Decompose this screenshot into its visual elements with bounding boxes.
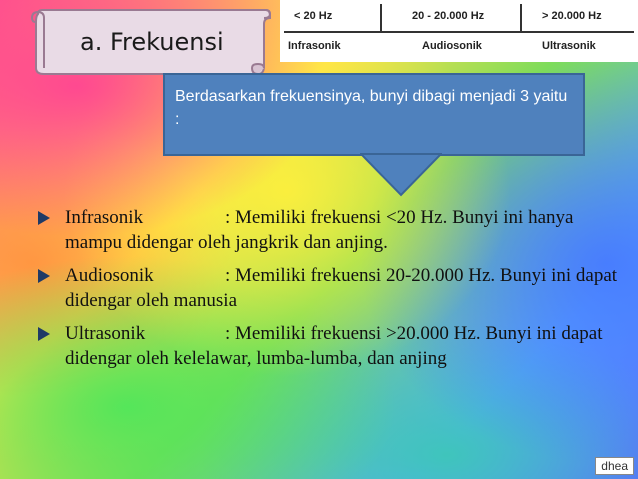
bullet-desc: : Memiliki frekuensi <20 Hz. Bunyi ini hanya mampu didengar oleh jangkrik dan anjing. bbox=[65, 207, 574, 253]
range-ultrasonik: > 20.000 Hz bbox=[542, 10, 602, 22]
page-title: a. Frekuensi bbox=[80, 28, 224, 56]
range-audiosonik: 20 - 20.000 Hz bbox=[412, 10, 485, 22]
title-banner bbox=[30, 8, 272, 78]
name-ultrasonik: Ultrasonik bbox=[542, 40, 596, 52]
callout-text: Berdasarkan frekuensinya, bunyi dibagi menjadi 3 yaitu : bbox=[175, 88, 568, 128]
list-item bbox=[38, 321, 618, 371]
triangle-bullet-icon bbox=[38, 327, 50, 341]
callout-box bbox=[163, 73, 585, 156]
triangle-bullet-icon bbox=[38, 269, 50, 283]
name-infrasonik: Infrasonik bbox=[288, 40, 341, 52]
bullet-list bbox=[38, 205, 618, 379]
list-item bbox=[38, 205, 618, 255]
table-divider bbox=[284, 31, 634, 33]
name-audiosonik: Audiosonik bbox=[422, 40, 482, 52]
bullet-term: Infrasonik bbox=[65, 207, 144, 228]
frequency-table bbox=[280, 0, 638, 62]
down-arrow-icon bbox=[360, 153, 442, 197]
bullet-term: Ultrasonik bbox=[65, 323, 146, 344]
range-infrasonik: < 20 Hz bbox=[294, 10, 333, 22]
triangle-bullet-icon bbox=[38, 211, 50, 225]
list-item bbox=[38, 263, 618, 313]
table-divider bbox=[520, 4, 522, 32]
credit-badge: dhea bbox=[595, 457, 634, 475]
bullet-term: Audiosonik bbox=[65, 265, 154, 286]
bullet-desc: : Memiliki frekuensi >20.000 Hz. Bunyi ini dapat didengar oleh kelelawar, lumba-lumba, dan anjing bbox=[65, 323, 603, 369]
table-divider bbox=[380, 4, 382, 32]
bullet-desc: : Memiliki frekuensi 20-20.000 Hz. Bunyi ini dapat didengar oleh manusia bbox=[65, 265, 618, 311]
